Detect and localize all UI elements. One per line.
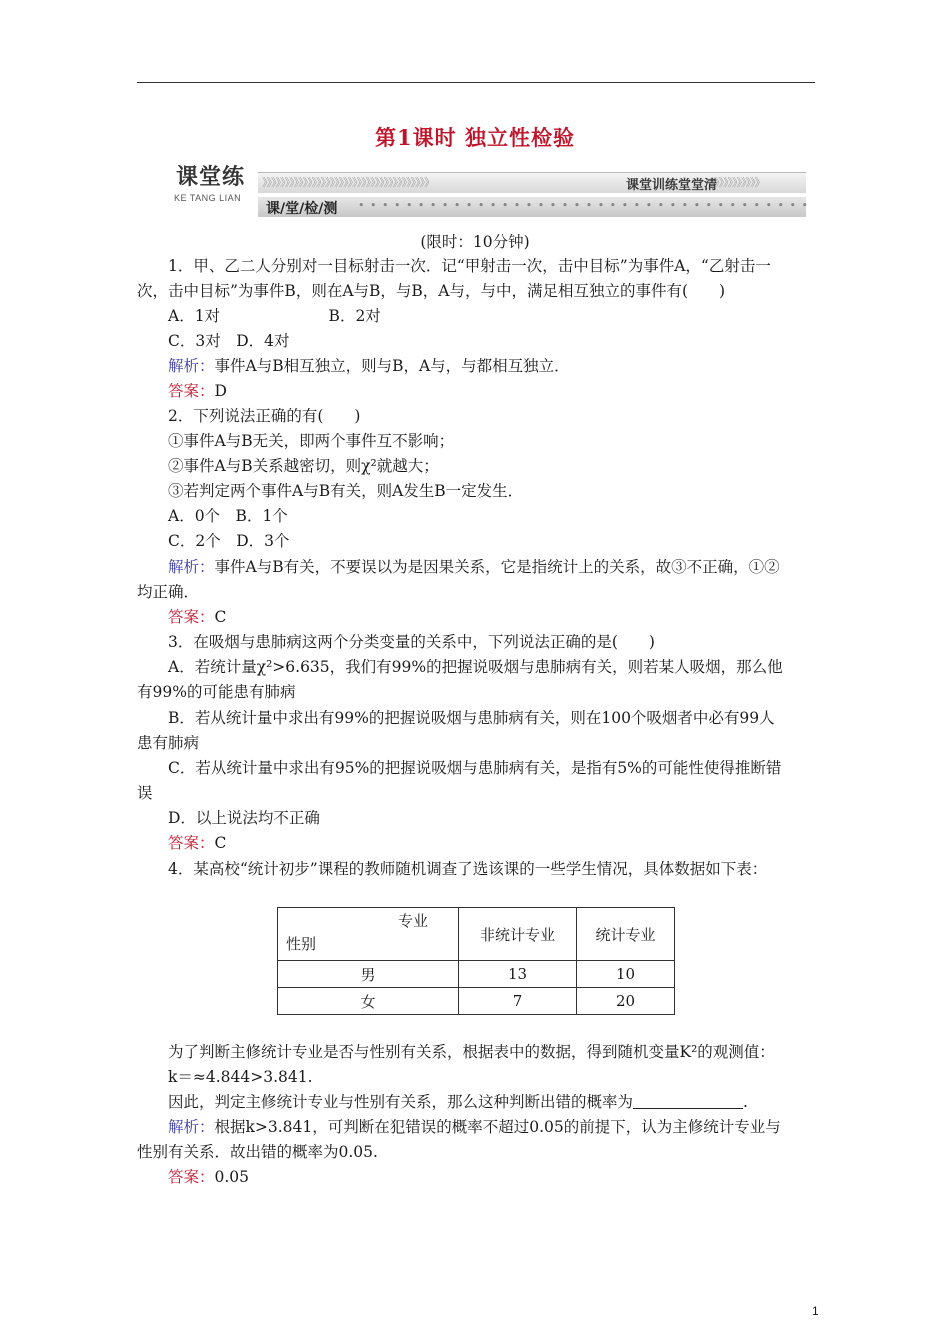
q1-answer-value: D — [214, 382, 227, 400]
banner-arrows-left: 》》》》》》》》》》》》》》》》》》》》》》》》》》》》》》》》》》》》》 — [262, 176, 434, 189]
q4-text-line1: 为了判断主修统计专业是否与性别有关系，根据表中的数据，得到随机变量K²的观测值： — [168, 1043, 775, 1061]
q2-stem: 2．下列说法正确的有( ) — [168, 407, 361, 425]
banner-slogan: 课堂训练堂堂清 — [626, 178, 718, 193]
q4-analysis — [168, 1115, 781, 1137]
banner-bottom-bar — [258, 197, 809, 217]
q3-answer — [168, 831, 226, 853]
q1-options-ab: A．1对 B．2对 — [168, 307, 381, 325]
corner-top-label: 专业 — [397, 912, 428, 930]
q2-answer-value: C — [214, 608, 227, 626]
page-number: 1 — [812, 1304, 819, 1318]
q1-analysis — [168, 354, 570, 376]
answer-label: 答案： — [168, 834, 215, 852]
table-cell: 10 — [577, 961, 675, 988]
q2-answer — [168, 605, 226, 627]
banner-logo-text: 课堂练 — [176, 164, 246, 190]
banner-arrows-right: 》》》》》》》》》》 — [714, 176, 765, 189]
q3-option-d: D．以上说法均不正确 — [168, 809, 320, 827]
banner-logo-subtext: KE TANG LIAN — [174, 193, 242, 203]
table-corner-cell — [278, 908, 459, 961]
q3-stem: 3．在吸烟与患肺病这两个分类变量的关系中，下列说法正确的是( ) — [168, 633, 655, 651]
q2-statement-3: ③若判定两个事件A与B有关，则A发生B一定发生． — [168, 482, 524, 500]
q2-analysis-text: 事件A与B有关，不要误以为是因果关系，它是指统计上的关系，故③不正确，①② — [214, 558, 780, 576]
time-limit: (限时：10分钟) — [420, 233, 530, 251]
analysis-label: 解析： — [168, 558, 215, 576]
q1-stem-line2: 次，击中目标”为事件B，则在A与B，与B，A与，与中，满足相互独立的事件有( ) — [137, 282, 726, 300]
answer-blank — [633, 1094, 743, 1109]
table-header-row — [278, 908, 675, 961]
answer-label: 答案： — [168, 1168, 215, 1186]
q1-analysis-text: 事件A与B相互独立，则与B，A与，与都相互独立． — [214, 357, 570, 375]
q3-option-c-line1: C．若从统计量中求出有95%的把握说吸烟与患肺病有关，是指有5%的可能性使得推断错 — [168, 759, 782, 777]
q2-statement-1: ①事件A与B无关，即两个事件互不影响； — [168, 432, 455, 450]
q3-option-b-line2: 患有肺病 — [137, 734, 200, 752]
q4-text-line2: k＝≈4.844>3.841. — [168, 1068, 313, 1086]
q4-analysis-text: 根据k>3.841，可判断在犯错误的概率不超过0.05的前提下，认为主修统计专业与 — [214, 1118, 781, 1136]
q4-question-end: . — [743, 1093, 748, 1111]
table-row — [278, 961, 675, 988]
q4-text-line3 — [168, 1090, 748, 1112]
table-cell: 20 — [577, 988, 675, 1015]
q4-question-text: 因此，判定主修统计专业与性别有关系，那么这种判断出错的概率为 — [168, 1093, 634, 1111]
answer-label: 答案： — [168, 382, 215, 400]
section-banner — [170, 160, 809, 218]
q3-option-b-line1: B．若从统计量中求出有99%的把握说吸烟与患肺病有关，则在100个吸烟者中必有99人 — [168, 709, 775, 727]
q3-option-a-line1: A．若统计量χ²>6.635，我们有99%的把握说吸烟与患肺病有关，则若某人吸烟，那么他 — [168, 658, 783, 676]
table-cell: 13 — [459, 961, 577, 988]
banner-logo — [170, 160, 260, 218]
q1-stem-line1: 1．甲、乙二人分别对一目标射击一次．记“甲射击一次，击中目标”为事件A，“乙射击一 — [168, 257, 771, 275]
table-row-label: 男 — [278, 961, 459, 988]
analysis-label: 解析： — [168, 357, 215, 375]
q1-answer — [168, 379, 227, 401]
q4-answer-value: 0.05 — [214, 1168, 250, 1186]
q4-data-table — [277, 907, 675, 1015]
banner-top-bar — [258, 172, 806, 193]
table-header-col2: 统计专业 — [577, 908, 675, 961]
q2-analysis — [168, 555, 780, 577]
page-title: 第1课时 独立性检验 — [375, 125, 575, 150]
q3-option-c-line2: 误 — [137, 784, 153, 802]
table-cell: 7 — [459, 988, 577, 1015]
q2-options-cd: C．2个 D．3个 — [168, 532, 290, 550]
q2-options-ab: A．0个 B．1个 — [168, 507, 288, 525]
q4-analysis-line2: 性别有关系．故出错的概率为0.05. — [137, 1143, 378, 1161]
q2-statement-2: ②事件A与B关系越密切，则χ²就越大； — [168, 457, 439, 475]
q2-analysis-line2: 均正确． — [137, 583, 200, 601]
banner-dots: • • • • • • • • • • • • • • • • • • • • • • • • • • • • • • • • • • • • • • — [358, 199, 809, 212]
q3-answer-value: C — [214, 834, 227, 852]
q3-option-a-line2: 有99%的可能患有肺病 — [137, 683, 296, 701]
answer-label: 答案： — [168, 608, 215, 626]
table-row — [278, 988, 675, 1015]
q4-answer — [168, 1165, 249, 1187]
corner-bottom-label: 性别 — [286, 935, 317, 953]
banner-subtitle: 课/堂/检/测 — [266, 201, 338, 217]
table-header-col1: 非统计专业 — [459, 908, 577, 961]
table-row-label: 女 — [278, 988, 459, 1015]
analysis-label: 解析： — [168, 1118, 215, 1136]
q1-options-cd: C．3对 D．4对 — [168, 332, 290, 350]
q4-stem: 4．某高校“统计初步”课程的教师随机调查了选该课的一些学生情况，具体数据如下表： — [168, 860, 768, 878]
header-rule — [137, 82, 815, 83]
